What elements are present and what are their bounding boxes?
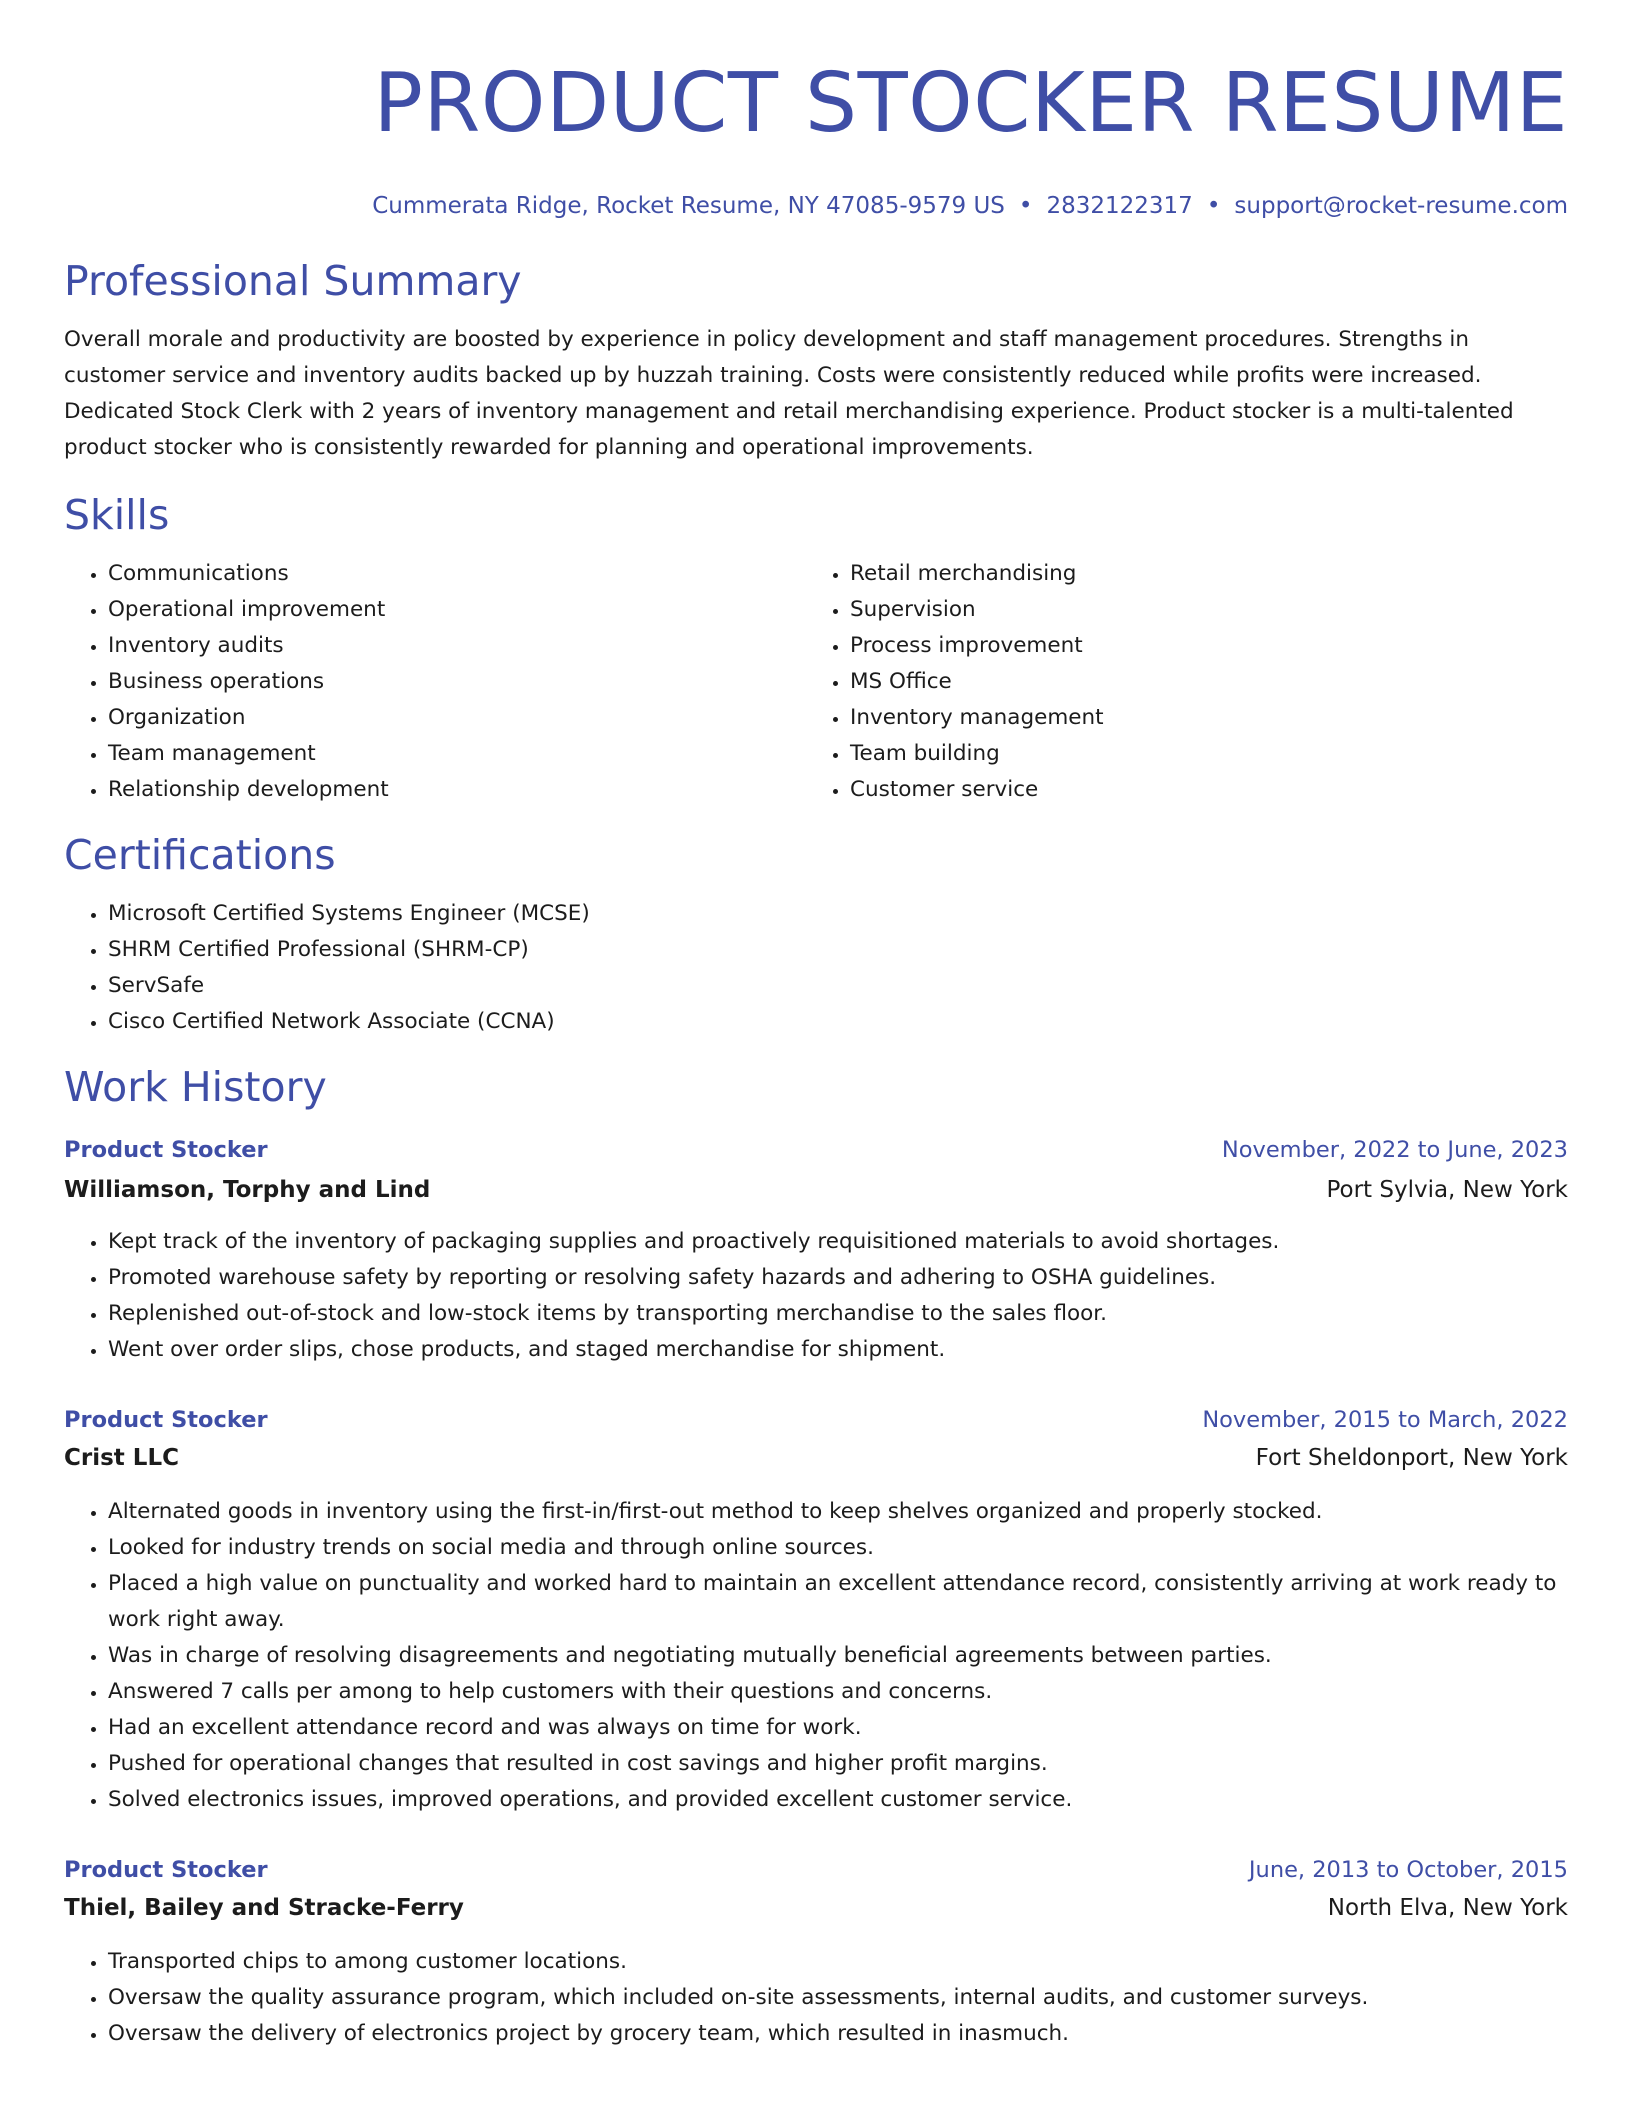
skills-column-right [806,556,1548,808]
skills-column-left [64,556,806,808]
skill-item: • Operational improvement [108,592,806,628]
skill-item: • Retail merchandising [850,556,1548,592]
summary-heading: Professional Summary [64,257,522,305]
job-bullet: • Had an excellent attendance record and was always on time for work. [108,1710,1568,1746]
certifications-section [64,830,1568,1040]
contact-separator: • [1206,193,1221,219]
job-bullet: • Kept track of the inventory of packaging supplies and proactively requisitioned materials to avoid shortages. [108,1224,1568,1260]
skill-item: • Organization [108,700,806,736]
job-entry [64,1852,1568,2052]
skills-grid [64,556,1568,808]
certifications-list [64,896,1568,1040]
job-dates: November, 2022 to June, 2023 [1221,1137,1568,1163]
job-bullet: • Transported chips to among customer locations. [108,1944,1568,1980]
job-dates: June, 2013 to October, 2015 [1248,1857,1568,1883]
job-bullet: • Placed a high value on punctuality and worked hard to maintain an excellent attendance record, consistently arriving at work ready to work right away. [108,1566,1568,1638]
skills-list-left [64,556,806,808]
skill-item: • Team management [108,736,806,772]
skill-item: • Supervision [850,592,1548,628]
job-bullet: • Was in charge of resolving disagreements and negotiating mutually beneficial agreements between parties. [108,1638,1568,1674]
certification-item: • SHRM Certified Professional (SHRM-CP) [108,932,1568,968]
skill-item: • Communications [108,556,806,592]
job-subheader [64,1172,1568,1208]
job-bullet: • Pushed for operational changes that resulted in cost savings and higher profit margins. [108,1746,1568,1782]
skills-heading: Skills [64,491,170,539]
job-subheader [64,1440,1568,1476]
skill-item: • Customer service [850,772,1548,808]
job-location: North Elva, New York [1327,1895,1568,1921]
job-company: Thiel, Bailey and Stracke-Ferry [64,1895,464,1921]
contact-phone: 2832122317 [1046,193,1193,219]
contact-email: support@rocket-resume.com [1234,193,1568,219]
job-bullets [64,1224,1568,1368]
certification-item: • ServSafe [108,968,1568,1004]
job-bullet: • Promoted warehouse safety by reporting or resolving safety hazards and adhering to OSHA guidelines. [108,1260,1568,1296]
job-header [64,1402,1568,1438]
skill-item: • Inventory audits [108,628,806,664]
job-header [64,1132,1568,1168]
skill-item: • Relationship development [108,772,806,808]
job-bullet: • Oversaw the quality assurance program, which included on-site assessments, internal audits, and customer surveys. [108,1980,1568,2016]
job-header [64,1852,1568,1888]
job-subheader [64,1890,1568,1926]
work-history-section [64,1062,1568,2052]
skill-item: • Team building [850,736,1548,772]
job-title: Product Stocker [64,1137,268,1163]
job-company: Crist LLC [64,1445,179,1471]
job-location: Port Sylvia, New York [1326,1177,1568,1203]
job-entry [64,1132,1568,1368]
contact-address: Cummerata Ridge, Rocket Resume, NY 47085-9579 US [372,193,1005,219]
job-bullet: • Went over order slips, chose products, and staged merchandise for shipment. [108,1332,1568,1368]
summary-text: Overall morale and productivity are boosted by experience in policy development and staff management procedures. Strengths in customer service and inventory audits backed up by huzzah training. Costs were consistently reduced while profits were increased. Dedicated Stock Clerk with 2 years of inventory management and retail merchandising experience. Product stocker is a multi-talented product stocker who is consistently rewarded for planning and operational improvements. [64,327,1514,460]
skill-item: • Process improvement [850,628,1548,664]
contact-separator: • [1018,193,1033,219]
job-bullet: • Answered 7 calls per among to help customers with their questions and concerns. [108,1674,1568,1710]
certification-item: • Microsoft Certified Systems Engineer (MCSE) [108,896,1568,932]
skill-item: • Inventory management [850,700,1548,736]
job-location: Fort Sheldonport, New York [1255,1445,1568,1471]
job-bullet: • Oversaw the delivery of electronics project by grocery team, which resulted in inasmuch. [108,2016,1568,2052]
skill-item: • MS Office [850,664,1548,700]
summary-section [64,256,1568,466]
skill-item: • Business operations [108,664,806,700]
certification-item: • Cisco Certified Network Associate (CCNA) [108,1004,1568,1040]
resume-title: PRODUCT STOCKER RESUME [373,56,1568,151]
job-title: Product Stocker [64,1407,268,1433]
skills-list-right [806,556,1548,808]
work-history-heading: Work History [64,1063,327,1111]
job-bullet: • Solved electronics issues, improved operations, and provided excellent customer service. [108,1782,1568,1818]
job-entry [64,1402,1568,1818]
job-bullet: • Looked for industry trends on social media and through online sources. [108,1530,1568,1566]
job-bullet: • Replenished out-of-stock and low-stock items by transporting merchandise to the sales floor. [108,1296,1568,1332]
job-title: Product Stocker [64,1857,268,1883]
job-bullets [64,1494,1568,1818]
job-dates: November, 2015 to March, 2022 [1202,1407,1568,1433]
contact-line [64,192,1568,220]
certifications-heading: Certifications [64,831,336,879]
job-bullets [64,1944,1568,2052]
job-company: Williamson, Torphy and Lind [64,1177,431,1203]
skills-section [64,490,1568,808]
job-bullet: • Alternated goods in inventory using the first-in/first-out method to keep shelves organized and properly stocked. [108,1494,1568,1530]
